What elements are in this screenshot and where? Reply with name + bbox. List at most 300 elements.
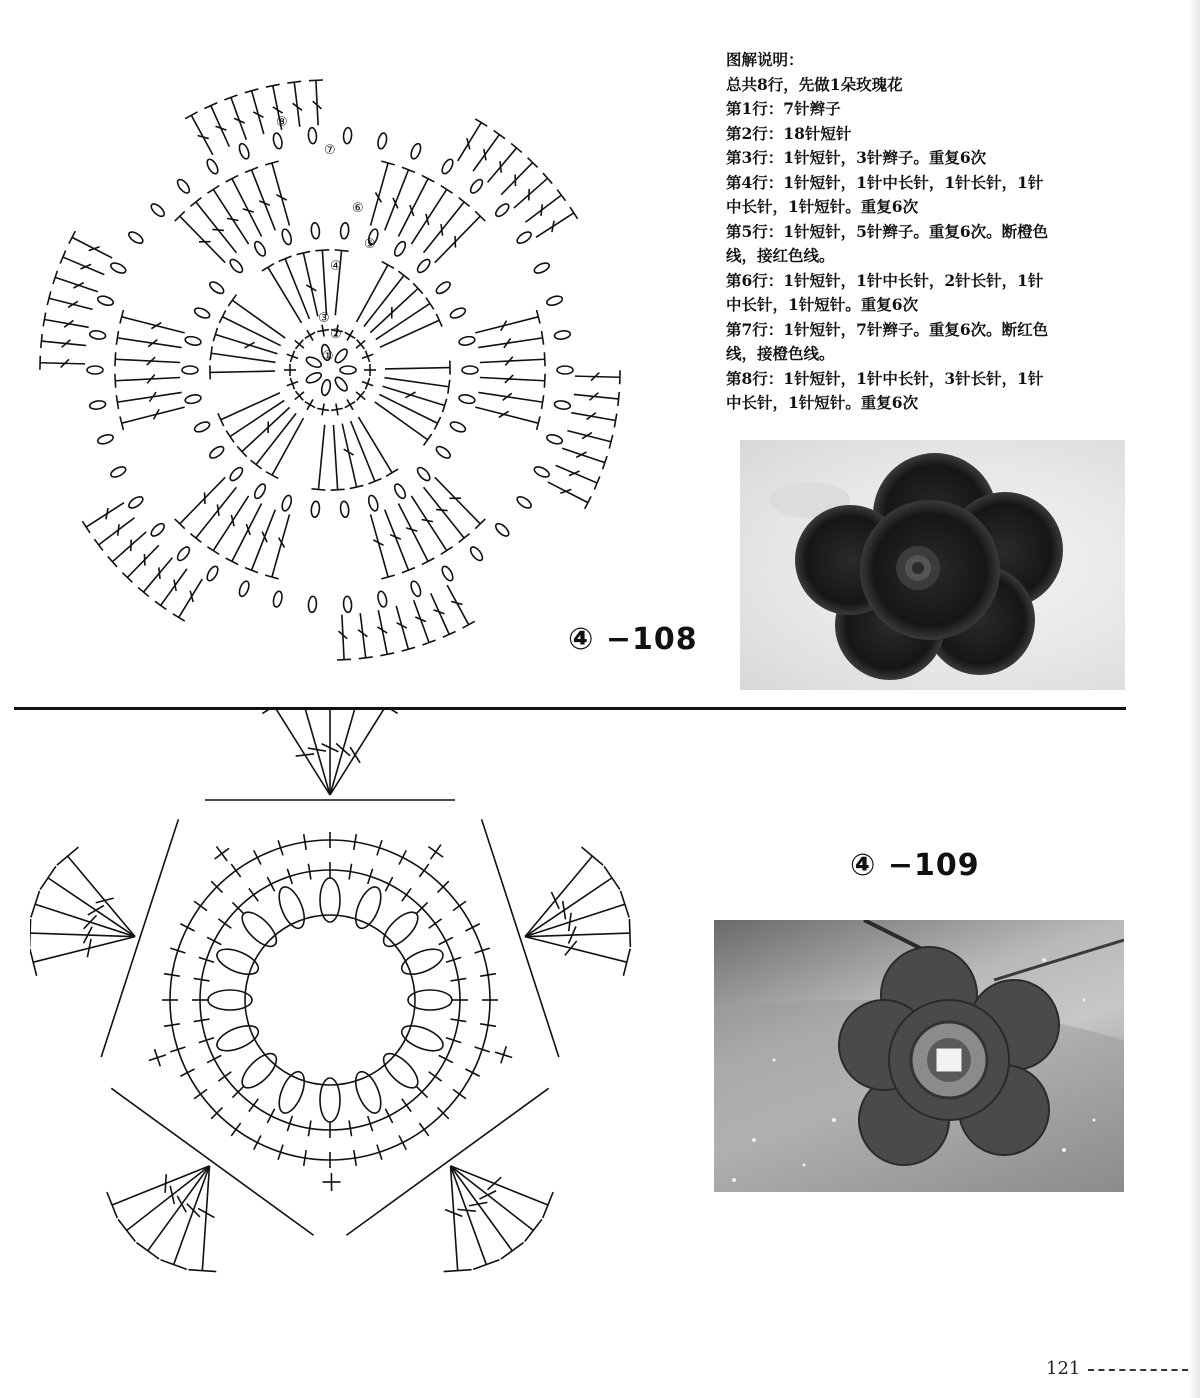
tall-stitch-symbol	[501, 163, 532, 195]
chain-stitch-symbol	[205, 565, 220, 583]
stitch-crossbar	[541, 204, 542, 216]
instruction-line: 第6行：1针短针，1针中长针，2针长针，1针	[726, 270, 1044, 290]
tall-stitch-symbol	[179, 579, 202, 617]
tall-stitch-symbol	[514, 178, 548, 208]
tall-stitch-symbol	[435, 477, 480, 524]
photo-flower-108	[740, 440, 1125, 690]
stitch-tick	[385, 1109, 392, 1123]
tall-stitch-symbol	[115, 359, 180, 362]
chain-stitch-symbol	[127, 230, 145, 246]
chain-stitch-symbol	[554, 330, 571, 340]
stitch-top-bar	[511, 143, 522, 152]
stitch-top-bar	[116, 331, 118, 345]
chain-stitch-symbol	[97, 295, 115, 307]
instruction-line: 中长针，1针短针。重复6次	[726, 197, 919, 216]
tall-stitch-symbol	[30, 933, 135, 937]
chain-stitch-symbol	[415, 257, 432, 274]
stitch-top-bar	[422, 558, 434, 564]
tall-stitch-symbol	[330, 710, 386, 795]
chain-stitch-symbol	[557, 366, 573, 374]
stitch-crossbar	[151, 323, 161, 329]
stitch-top-bar	[251, 460, 262, 469]
stitch-top-bar	[107, 1192, 117, 1218]
tall-stitch-symbol	[398, 179, 428, 237]
chain-stitch-symbol	[311, 501, 321, 518]
chain-stitch-symbol	[440, 565, 455, 583]
chain-stitch-symbol	[205, 158, 220, 176]
chain-stitch-symbol	[377, 132, 388, 149]
chain-stitch-symbol	[228, 257, 245, 274]
stitch-crossbar	[244, 342, 254, 348]
stitch-top-bar	[155, 601, 166, 609]
tall-stitch-symbol	[548, 482, 588, 503]
chain-stitch-symbol	[449, 306, 467, 320]
stitch-top-bar	[501, 1243, 524, 1259]
tall-stitch-symbol	[525, 937, 627, 963]
stitch-top-bar	[604, 866, 620, 889]
stitch-crossbar	[217, 504, 219, 515]
tall-stitch-symbol	[285, 259, 309, 319]
chain-stitch-symbol	[97, 433, 115, 445]
stitch-top-bar	[436, 314, 442, 327]
chain-stitch-symbol	[272, 590, 283, 607]
page-number: 121	[1046, 1358, 1081, 1379]
stitch-crossbar	[479, 1191, 496, 1199]
stitch-crossbar	[227, 218, 238, 220]
tall-stitch-symbol	[115, 377, 180, 380]
stitch-top-bar	[118, 1219, 135, 1241]
tall-stitch-symbol	[536, 213, 574, 237]
tall-stitch-symbol	[268, 267, 302, 323]
tall-stitch-symbol	[385, 368, 450, 369]
tall-stitch-symbol	[384, 378, 448, 387]
tall-stitch-symbol	[447, 585, 469, 625]
tall-stitch-symbol	[196, 202, 237, 253]
stitch-tick	[231, 864, 240, 877]
stitch-top-bar	[459, 198, 470, 207]
stitch-top-bar	[190, 198, 201, 207]
stitch-crossbar	[212, 229, 224, 230]
tall-stitch-symbol	[252, 510, 276, 571]
row-marker-6: ⑥	[352, 201, 364, 216]
stitch-crossbar	[336, 743, 350, 755]
stitch-crossbar	[84, 915, 97, 929]
petal-base-line	[111, 1088, 313, 1235]
tall-stitch-symbol	[380, 320, 439, 347]
tall-stitch-symbol	[122, 317, 185, 333]
chain-stitch-symbol	[393, 240, 408, 258]
instruction-line: 第4行：1针短针，1针中长针，1针长针，1针	[726, 172, 1044, 192]
stitch-top-bar	[311, 489, 325, 490]
stitch-crossbar	[296, 754, 314, 756]
tall-stitch-symbol	[414, 600, 429, 642]
stitch-tick	[180, 1069, 194, 1076]
single-crochet-symbol	[428, 847, 443, 857]
stitch-top-bar	[226, 175, 238, 181]
petal-base-line	[482, 819, 559, 1057]
tall-stitch-symbol	[322, 250, 326, 315]
tall-stitch-symbol	[525, 195, 561, 222]
stitch-tick	[439, 1055, 453, 1062]
chain-stitch-symbol	[175, 178, 191, 195]
stitch-crossbar	[174, 580, 176, 591]
chain-stitch-symbol	[228, 465, 245, 482]
tall-stitch-symbol	[431, 593, 449, 634]
chain-stitch-symbol	[253, 240, 268, 258]
tall-stitch-symbol	[318, 425, 324, 490]
stitch-tick	[194, 1089, 207, 1098]
stitch-top-bar	[226, 558, 238, 564]
stitch-top-bar	[359, 657, 373, 659]
tall-stitch-symbol	[424, 487, 465, 538]
stitch-top-bar	[219, 310, 225, 323]
stitch-crossbar	[159, 567, 160, 579]
stitch-tick	[439, 937, 453, 944]
stitch-tick	[231, 1123, 240, 1136]
stitch-top-bar	[335, 250, 349, 251]
stitch-top-bar	[544, 352, 545, 366]
tall-stitch-symbol	[525, 856, 592, 937]
chain-stitch-symbol	[89, 400, 106, 410]
tall-stitch-symbol	[99, 518, 135, 545]
single-crochet-symbol	[345, 402, 355, 408]
chain-stitch-symbol	[434, 444, 452, 460]
chain-stitch-symbol	[458, 335, 475, 346]
stitch-top-bar	[618, 392, 619, 406]
chain-stitch-symbol	[554, 400, 571, 410]
stitch-top-bar	[161, 1260, 187, 1270]
chain-stitch-symbol	[533, 261, 551, 275]
tall-stitch-symbol	[385, 510, 409, 571]
tall-stitch-symbol	[210, 371, 275, 372]
tall-stitch-symbol	[435, 216, 480, 263]
stitch-top-bar	[494, 130, 505, 138]
stitch-top-bar	[331, 489, 345, 490]
instruction-line: 中长针，1针短针。重复6次	[726, 393, 919, 412]
tall-stitch-symbol	[231, 97, 246, 139]
stitch-tick	[180, 924, 194, 931]
stitch-top-bar	[94, 539, 102, 550]
tall-stitch-symbol	[351, 421, 375, 481]
stitch-top-bar	[207, 547, 219, 555]
chain-stitch-symbol	[182, 366, 198, 374]
stitch-top-bar	[218, 413, 224, 426]
tall-stitch-symbol	[342, 615, 344, 660]
stitch-top-bar	[136, 1243, 159, 1259]
stitch-top-bar	[585, 496, 591, 508]
stitch-crossbar	[565, 941, 577, 955]
tall-stitch-symbol	[272, 163, 290, 226]
tall-stitch-symbol	[385, 170, 409, 231]
chain-stitch-symbol	[253, 482, 268, 500]
stitch-tick	[419, 1123, 428, 1136]
chain-stitch-symbol	[515, 230, 533, 246]
stitch-top-bar	[190, 534, 201, 543]
stitch-top-bar	[398, 271, 409, 280]
chain-stitch-symbol	[308, 127, 317, 144]
chain-stitch-symbol	[440, 158, 455, 176]
tall-stitch-symbol	[143, 558, 172, 592]
stitch-crossbar	[552, 221, 554, 232]
tall-stitch-symbol	[376, 304, 430, 340]
chain-stitch-symbol	[149, 202, 166, 219]
chain-stitch-symbol	[409, 580, 422, 598]
chain-stitch-symbol	[237, 580, 250, 598]
tall-stitch-symbol	[398, 503, 428, 561]
chain-stitch-symbol	[311, 222, 321, 239]
chain-stitch-symbol	[377, 590, 388, 607]
tall-stitch-symbol	[232, 503, 262, 561]
stitch-top-bar	[226, 431, 234, 443]
stitch-top-bar	[287, 81, 301, 83]
stitch-crossbar	[500, 161, 501, 173]
stitch-top-bar	[557, 190, 565, 201]
tall-stitch-symbol	[161, 569, 187, 606]
crochet-chart-109	[30, 710, 690, 1310]
chain-stitch-symbol	[409, 142, 422, 160]
stitch-top-bar	[262, 264, 274, 271]
stitch-tick	[402, 1099, 411, 1112]
stitch-top-bar	[459, 534, 470, 543]
chain-stitch-symbol	[434, 280, 452, 296]
stitch-top-bar	[82, 521, 90, 533]
tall-stitch-symbol	[213, 189, 248, 244]
tall-stitch-symbol	[480, 359, 545, 362]
stitch-top-bar	[386, 469, 398, 476]
stitch-top-bar	[422, 175, 434, 181]
chain-stitch-symbol	[193, 420, 211, 434]
stitch-tick	[429, 919, 442, 928]
stitch-crossbar	[68, 301, 78, 307]
stitch-tick	[465, 924, 479, 931]
single-crochet-symbol	[345, 332, 355, 338]
chain-stitch-symbol	[109, 261, 127, 275]
stitch-tick	[249, 1099, 258, 1112]
stitch-top-bar	[441, 186, 453, 194]
tall-stitch-symbol	[411, 496, 446, 551]
chain-stitch-symbol	[89, 330, 106, 340]
stitch-top-bar	[444, 1270, 472, 1272]
stitch-top-bar	[473, 1260, 499, 1270]
chain-stitch-symbol	[280, 494, 293, 512]
single-crochet-symbol	[317, 408, 329, 410]
tall-stitch-symbol	[475, 407, 538, 423]
stitch-tick	[218, 919, 231, 928]
tall-stitch-symbol	[375, 402, 428, 440]
instruction-line: 中长针，1针短针。重复6次	[726, 295, 919, 314]
chain-stitch-symbol	[343, 596, 352, 613]
instruction-line: 第3行：1针短针，3针辫子。重复6次	[726, 148, 987, 167]
stitch-tick	[249, 888, 258, 901]
chain-stitch-symbol	[546, 433, 564, 445]
tall-stitch-symbol	[211, 106, 229, 147]
tall-stitch-symbol	[488, 148, 517, 182]
stitch-crossbar	[405, 392, 415, 398]
chain-stitch-symbol	[305, 371, 323, 385]
stitch-tick	[453, 1089, 466, 1098]
stitch-crossbar	[187, 1204, 200, 1217]
diagram-instructions	[726, 48, 1146, 416]
chain-stitch-symbol	[494, 521, 511, 538]
tall-stitch-symbol	[357, 265, 388, 322]
stitch-top-bar	[441, 547, 453, 555]
stitch-top-bar	[621, 891, 630, 918]
tall-stitch-symbol	[112, 532, 146, 562]
stitch-tick	[254, 850, 261, 864]
chain-stitch-symbol	[462, 366, 478, 374]
tall-stitch-symbol	[180, 477, 225, 524]
chain-stitch-symbol	[208, 280, 226, 296]
tall-stitch-symbol	[252, 170, 276, 231]
stitch-crossbar	[487, 1177, 501, 1190]
chain-stitch-symbol	[208, 444, 226, 460]
tall-stitch-symbol	[371, 163, 389, 226]
stitch-tick	[399, 850, 406, 864]
stitch-top-bar	[115, 352, 116, 366]
tall-stitch-symbol	[480, 377, 545, 380]
row-marker-1: ①	[322, 349, 334, 364]
chain-stitch-symbol	[87, 366, 103, 374]
single-crochet-symbol	[331, 408, 343, 410]
chain-stitch-symbol	[393, 482, 408, 500]
tall-stitch-symbol	[191, 115, 213, 155]
chain-stitch-symbol	[333, 347, 349, 364]
chain-stitch-symbol	[458, 394, 475, 405]
stitch-tick	[399, 1135, 406, 1149]
page-number-leader	[1088, 1369, 1188, 1371]
stitch-tick	[465, 1069, 479, 1076]
stitch-tick	[218, 1072, 231, 1081]
chain-stitch-symbol	[237, 142, 250, 160]
stitch-crossbar	[96, 898, 114, 903]
single-crochet-symbol	[215, 848, 229, 859]
stitch-crossbar	[436, 510, 448, 511]
stitch-tick	[267, 1109, 274, 1123]
tall-stitch-symbol	[575, 376, 620, 377]
stitch-tick	[207, 1055, 221, 1062]
chain-stitch-symbol	[193, 306, 211, 320]
stitch-top-bar	[31, 891, 40, 918]
tall-stitch-symbol	[525, 904, 625, 936]
stitch-crossbar	[422, 519, 433, 521]
page-edge-shadow	[1188, 0, 1200, 1398]
tall-stitch-symbol	[68, 856, 135, 937]
stitch-top-bar	[69, 231, 75, 243]
stitch-top-bar	[542, 331, 544, 345]
row-marker-5: ⑤	[364, 237, 376, 252]
chain-stitch-symbol	[367, 494, 380, 512]
tall-stitch-symbol	[316, 80, 318, 125]
chain-stitch-symbol	[468, 545, 484, 562]
photo-flower-109	[714, 920, 1124, 1192]
stitch-crossbar	[279, 538, 285, 548]
chain-stitch-symbol	[515, 495, 533, 511]
instruction-line: 第5行：1针短针，5针辫子。重复6次。断橙色	[726, 221, 1049, 241]
stitch-top-bar	[207, 186, 219, 194]
tall-stitch-symbol	[411, 189, 446, 244]
tall-stitch-symbol	[301, 710, 330, 795]
petal-base-line	[346, 1088, 548, 1235]
chain-stitch-symbol	[175, 545, 191, 562]
stitch-top-bar	[262, 710, 286, 713]
tall-stitch-symbol	[274, 710, 330, 795]
stitch-top-bar	[629, 919, 630, 947]
tall-stitch-symbol	[333, 425, 337, 490]
stitch-tick	[267, 877, 274, 891]
row-marker-3: ③	[318, 311, 330, 326]
chain-stitch-symbol	[449, 420, 467, 434]
tall-stitch-symbol	[272, 418, 303, 475]
stitch-top-bar	[443, 631, 456, 637]
stitch-top-bar	[525, 1219, 542, 1241]
tall-stitch-symbol	[383, 386, 445, 405]
stitch-top-bar	[185, 112, 197, 119]
tall-stitch-symbol	[196, 487, 237, 538]
chain-stitch-symbol	[468, 178, 484, 195]
instruction-line: 第8行：1针短针，1针中长针，3针长针，1针	[726, 368, 1044, 388]
crochet-chart-108	[30, 60, 690, 700]
instruction-line: 总共8行，先做1朵玫瑰花	[726, 74, 903, 94]
stitch-tick	[254, 1135, 261, 1149]
tall-stitch-symbol	[230, 400, 284, 436]
stitch-top-bar	[382, 262, 394, 269]
tall-stitch-symbol	[211, 353, 275, 362]
chain-stitch-symbol	[280, 228, 293, 246]
chain-stitch-symbol	[546, 295, 564, 307]
stitch-top-bar	[475, 119, 487, 126]
tall-stitch-symbol	[86, 503, 124, 527]
instruction-line: 第2行：18针短针	[726, 123, 852, 143]
tall-stitch-symbol	[232, 300, 285, 338]
stitch-top-bar	[266, 472, 278, 479]
chain-stitch-symbol	[149, 521, 166, 538]
tall-stitch-symbol	[40, 363, 85, 364]
chain-stitch-symbol	[494, 202, 511, 219]
stitch-top-bar	[138, 588, 149, 597]
tall-stitch-symbol	[63, 257, 104, 275]
row-marker-7: ⑦	[324, 143, 336, 158]
tall-stitch-symbol	[215, 335, 277, 354]
tall-stitch-symbol	[272, 514, 290, 577]
stitch-top-bar	[582, 847, 603, 865]
instructions-heading: 图解说明：	[726, 50, 804, 69]
stitch-top-bar	[30, 919, 31, 947]
tall-stitch-symbol	[122, 407, 185, 423]
chain-stitch-symbol	[340, 366, 356, 374]
stitch-tick	[402, 888, 411, 901]
stitch-crossbar	[441, 224, 443, 235]
stitch-top-bar	[542, 395, 544, 409]
tall-stitch-symbol	[473, 135, 499, 172]
row-marker-8: ⑧	[276, 115, 288, 130]
instruction-line: 线，接红色线。	[726, 246, 835, 265]
stitch-crossbar	[551, 892, 559, 909]
stitch-crossbar	[118, 524, 119, 536]
chain-stitch-symbol	[320, 379, 331, 396]
stitch-crossbar	[190, 591, 193, 602]
tall-stitch-symbol	[213, 496, 248, 551]
tall-stitch-symbol	[35, 904, 135, 936]
chain-stitch-symbol	[340, 222, 350, 239]
stitch-tick	[429, 1072, 442, 1081]
stitch-top-bar	[188, 1270, 216, 1272]
single-crochet-symbol	[305, 332, 315, 338]
tall-stitch-symbol	[180, 216, 225, 263]
stitch-top-bar	[115, 374, 116, 388]
stitch-top-bar	[337, 659, 351, 660]
stitch-top-bar	[570, 207, 578, 219]
stitch-tick	[207, 937, 221, 944]
